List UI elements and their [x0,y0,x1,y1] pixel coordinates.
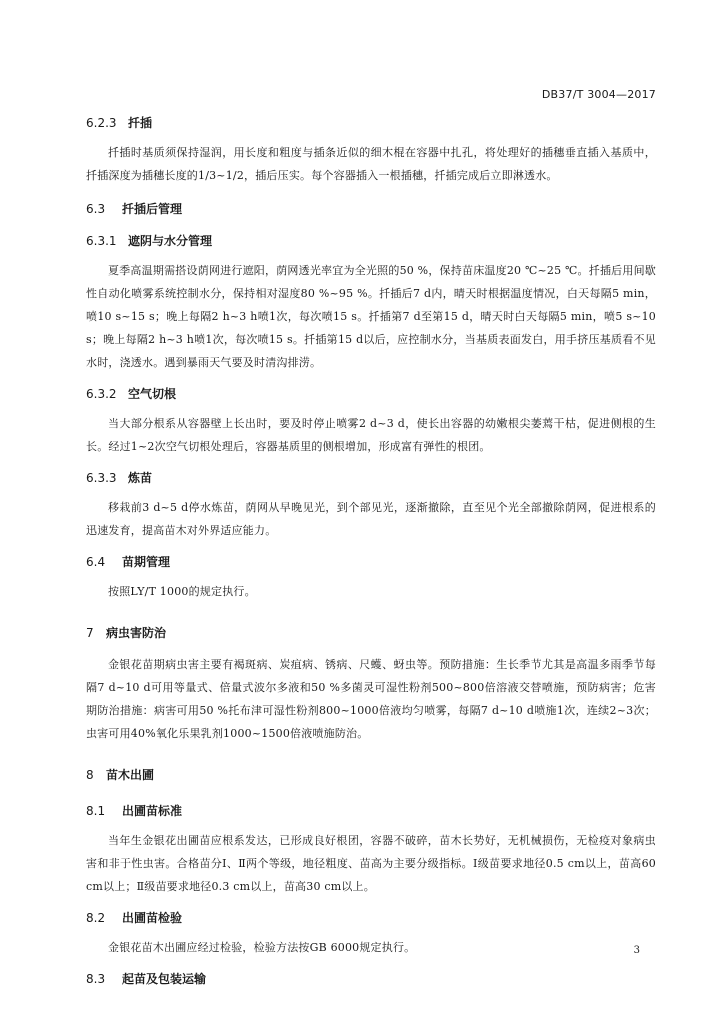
section-heading: 6.3.3 炼苗 [86,471,153,485]
section-paragraph: 当大部分根系从容器壁上长出时，要及时停止喷雾2 d~3 d，使长出容器的幼嫩根尖萎蔫干枯，促进侧根的生长。经过1~2次空气切根处理后，容器基质里的侧根增加，形成富有弹性的根团。 [86,417,656,453]
section-heading: 6.3.1 遮阴与水分管理 [86,234,213,248]
section-paragraph: 扦插时基质须保持湿润，用长度和粗度与插条近似的细木棍在容器中扎孔，将处理好的插穗垂直插入基质中，扦插深度为插穗长度的1/3~1/2，插后压实。每个容器插入一根插穗，扦插完成后立即淋透水。 [86,146,656,182]
section-paragraph: 金银花苗木出圃应经过检验，检验方法按GB 6000规定执行。 [108,941,416,954]
section-heading: 7 病虫害防治 [86,626,167,640]
section-heading: 6.3 扦插后管理 [86,202,183,216]
page-number: 3 [633,945,640,956]
section-heading: 8.2 出圃苗检验 [86,911,183,925]
section-heading: 6.2.3 扦插 [86,116,153,130]
section-heading: 6.3.2 空气切根 [86,387,177,401]
section-paragraph: 夏季高温期需搭设荫网进行遮阳，荫网透光率宜为全光照的50 %，保持苗床温度20 ℃~25 ℃。扦插后用间歇性自动化喷雾系统控制水分，保持相对湿度80 %~95 %。扦插后7 d内，晴天时根据温度情况，白天每隔5 min，喷10 s~15 s；晚上每隔2 h~3 h喷1次，每次喷15 s。扦插第7 d至第15 d，晴天时白天每隔5 min，喷5 s~10 s；晚上每隔2 h~3 h喷1次，每次喷15 s。扦插第15 d以后，应控制水分，当基质表面发白，用手挤压基质看不见水时，浇透水。遇到暴雨天气要及时清沟排涝。 [86,264,656,369]
section-heading: 8.3 起苗及包装运输 [86,972,207,986]
section-paragraph: 按照LY/T 1000的规定执行。 [108,585,256,598]
document-body [86,111,656,991]
section-paragraph: 金银花苗期病虫害主要有褐斑病、炭疽病、锈病、尺蠖、蚜虫等。预防措施：生长季节尤其是高温多雨季节每隔7 d~10 d可用等量式、倍量式波尔多液和50 %多菌灵可湿性粉剂500~800倍溶液交替喷施，预防病害；危害期防治措施：病害可用50 %托布津可湿性粉剂800~1000倍液均匀喷雾，每隔7 d~10 d喷施1次，连续2~3次；虫害可用40%氧化乐果乳剂1000~1500倍液喷施防治。 [86,658,656,740]
section-heading: 8.1 出圃苗标准 [86,804,183,818]
standard-code: DB37/T 3004—2017 [541,88,656,101]
section-paragraph: 当年生金银花出圃苗应根系发达，已形成良好根团，容器不破碎，苗木长势好，无机械损伤，无检疫对象病虫害和非于性虫害。合格苗分Ⅰ、Ⅱ两个等级，地径粗度、苗高为主要分级指标。Ⅰ级苗要求地径0.5 cm以上，苗高60 cm以上；Ⅱ级苗要求地径0.3 cm以上，苗高30 cm以上。 [86,834,656,893]
section-paragraph: 移栽前3 d~5 d停水炼苗，荫网从早晚见光，到个部见光，逐渐撤除，直至见个光全部撤除荫网，促进根系的迅速发育，提高苗木对外界适应能力。 [86,501,656,537]
section-heading: 6.4 苗期管理 [86,555,171,569]
section-heading: 8 苗木出圃 [86,768,155,782]
